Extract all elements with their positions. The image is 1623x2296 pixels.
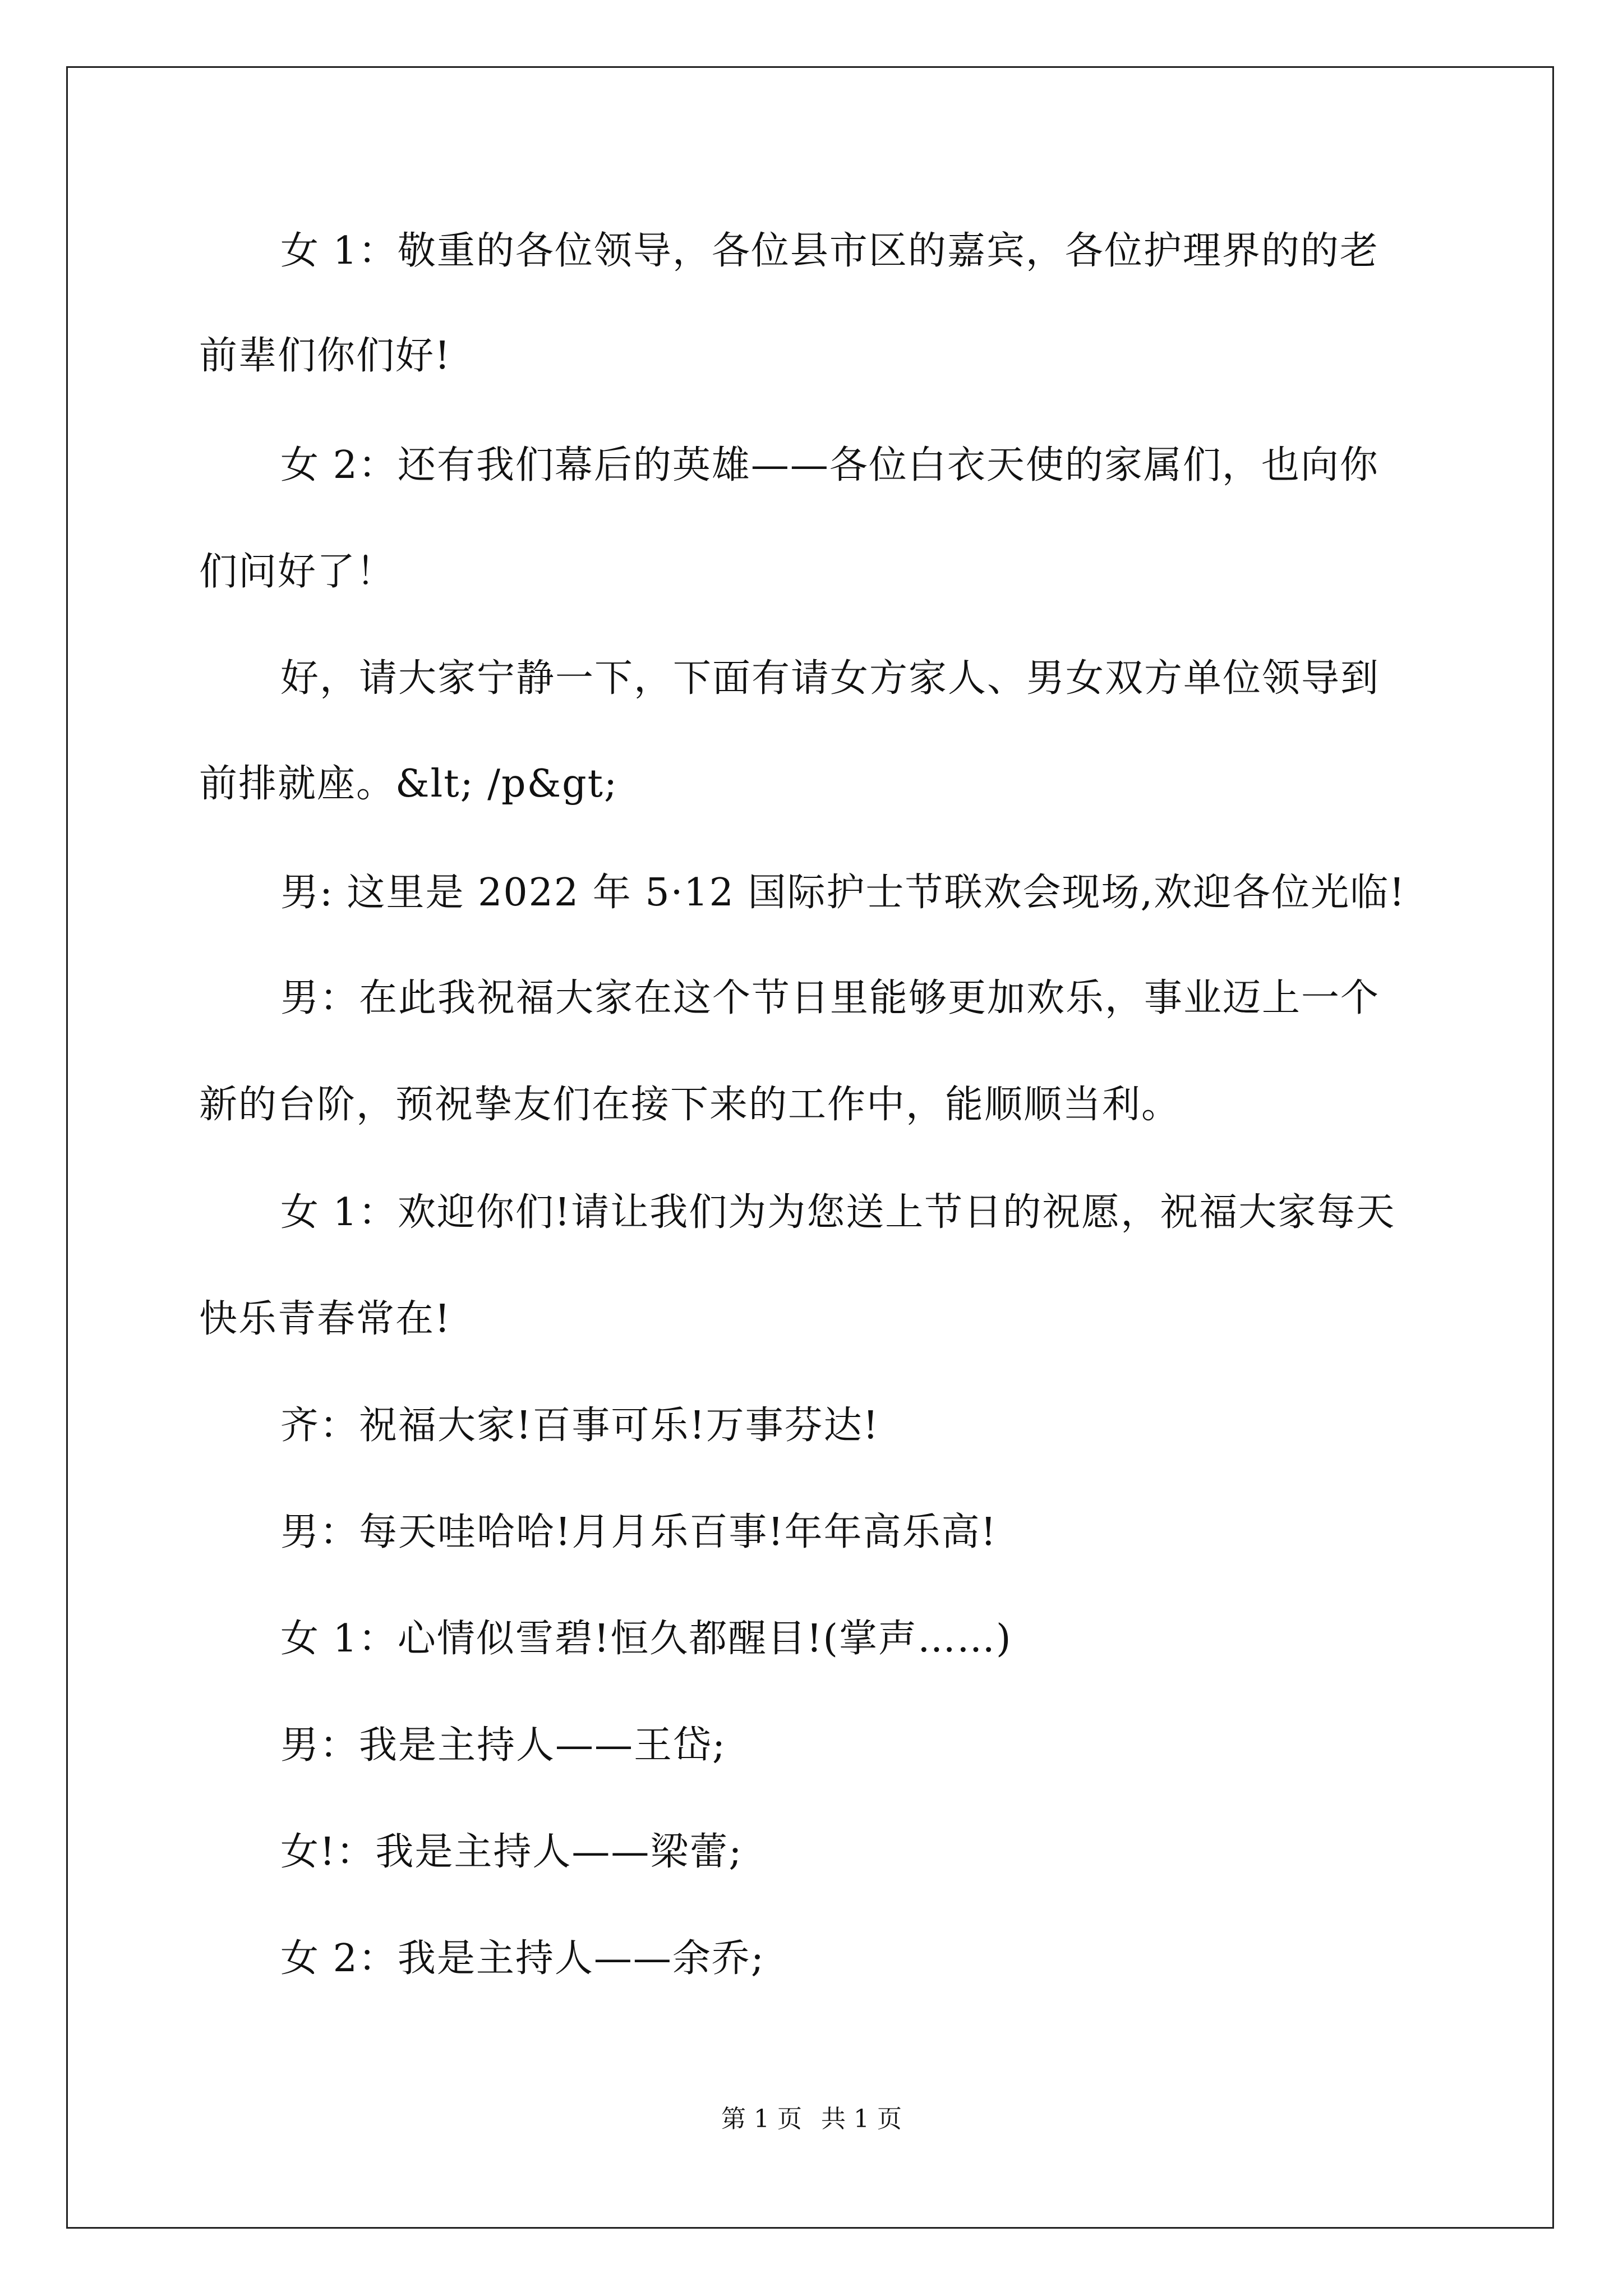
paragraph-line: 女 2：还有我们幕后的英雄——各位白衣天使的家属们，也向你: [280, 443, 1379, 487]
paragraph-line: 们问好了！: [199, 550, 396, 594]
document-body: [199, 0, 1422, 2132]
paragraph-line: 女 1：欢迎你们!请让我们为为您送上节日的祝愿，祝福大家每天: [280, 1190, 1396, 1235]
paragraph-line: 前排就座。&lt; /p&gt;: [199, 762, 618, 806]
paragraph-line: 男：在此我祝福大家在这个节日里能够更加欢乐，事业迈上一个: [280, 976, 1380, 1020]
paragraph-line: 新的台阶，预祝挚友们在接下来的工作中，能顺顺当利。: [199, 1083, 1181, 1127]
paragraph-line: 女!：我是主持人——梁蕾;: [280, 1830, 743, 1874]
page-total: 共 1 页: [821, 2105, 902, 2133]
paragraph-line: 男：每天哇哈哈!月月乐百事!年年高乐高!: [280, 1510, 997, 1554]
paragraph-line: 齐：祝福大家!百事可乐!万事芬达!: [280, 1404, 879, 1448]
paragraph-line: 前辈们你们好!: [199, 334, 451, 378]
paragraph-line: 女 2：我是主持人——余乔;: [280, 1936, 765, 1981]
paragraph-line: 好，请大家宁静一下，下面有请女方家人、男女双方单位领导到: [280, 656, 1380, 701]
page-number: 第 1 页: [721, 2105, 802, 2133]
paragraph-line: 男: 这里是 2022 年 5·12 国际护士节联欢会现场,欢迎各位光临!: [280, 871, 1406, 915]
paragraph-line: 女 1：敬重的各位领导，各位县市区的嘉宾，各位护理界的的老: [280, 229, 1379, 273]
page-footer: [0, 2104, 1623, 2135]
paragraph-line: 女 1：心情似雪碧!恒久都醒目!(掌声……): [280, 1617, 1012, 1661]
paragraph-line: 快乐青春常在!: [199, 1297, 451, 1341]
paragraph-line: 男：我是主持人——王岱;: [280, 1723, 726, 1768]
